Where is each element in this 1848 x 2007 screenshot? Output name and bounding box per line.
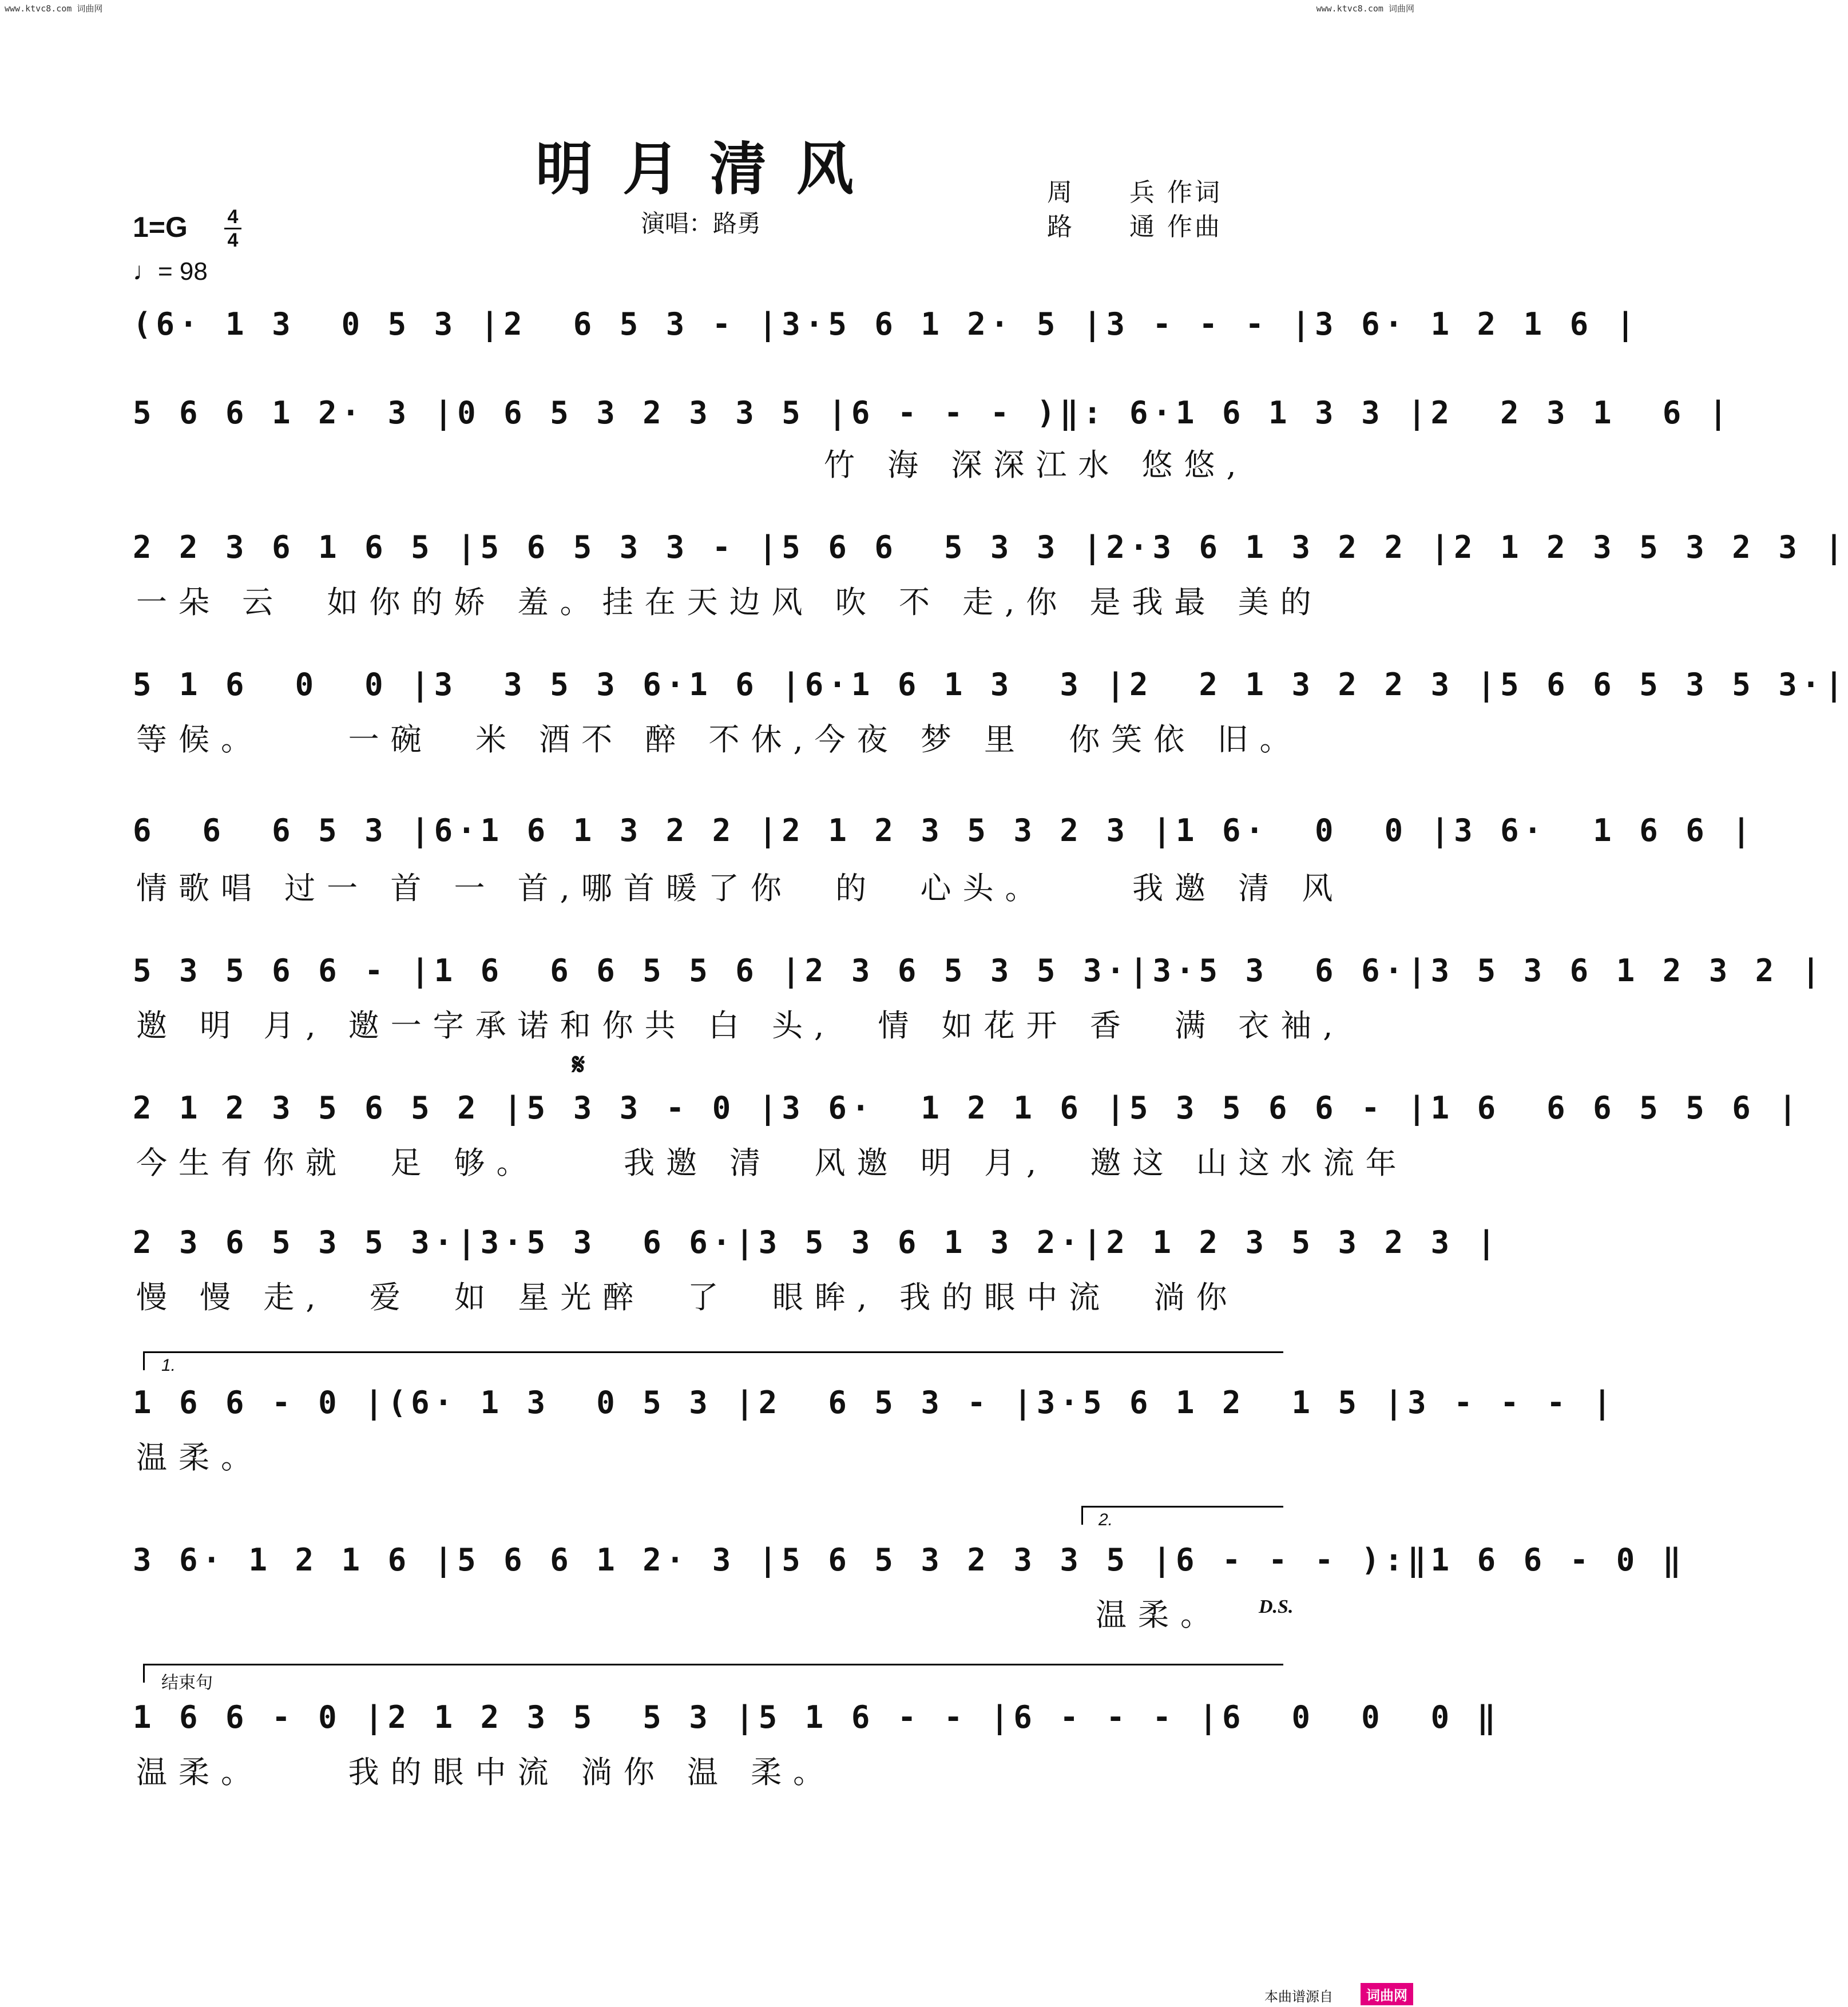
- segno-sign: 𝄋: [572, 1047, 585, 1082]
- score-row-10-notes: 3 6· 1 2 1 6 |5 6 6 1 2· 3 |5 6 5 3 2 3 3 5 |6 - - - ):‖1 6 6 - 0 ‖: [133, 1542, 1686, 1578]
- singer-credit: 演唱：路勇: [641, 209, 762, 237]
- score-row-4-lyric: 等候。 一碗 米 酒不 醉 不休,今夜 梦 里 你笑依 旧。: [136, 721, 1302, 757]
- key-signature: 1=G: [133, 211, 188, 243]
- volta-label-2: 2.: [1099, 1510, 1113, 1529]
- volta-bracket-1: [143, 1351, 1283, 1370]
- time-signature: [224, 206, 241, 251]
- score-row-6-lyric: 邀 明 月, 邀一字承诺和你共 白 头, 情 如花开 香 满 衣袖,: [136, 1008, 1345, 1044]
- score-row-2-lyric: 竹 海 深深江水 悠悠,: [824, 447, 1248, 483]
- header-url-right[interactable]: www.ktvc8.com 词曲网: [1316, 3, 1414, 14]
- score-row-4-notes: 5 1 6 0 0 |3 3 5 3 6·1 6 |6·1 6 1 3 3 |2 2 1 3 2 2 3 |5 6 6 5 3 5 3·|: [133, 667, 1848, 703]
- score-row-10-lyric: 温柔。: [1096, 1597, 1223, 1633]
- score-row-7-notes: 2 1 2 3 5 6 5 2 |5 3 3 - 0 |3 6· 1 2 1 6 |5 3 5 6 6 - |1 6 6 6 5 5 6 |: [133, 1090, 1802, 1126]
- score-row-1-notes: (6· 1 3 0 5 3 |2 6 5 3 - |3·5 6 1 2· 5 |3 - - - |3 6· 1 2 1 6 |: [133, 306, 1640, 342]
- time-signature-top: 4: [227, 206, 239, 228]
- score-row-9-lyric: 温柔。: [136, 1439, 263, 1475]
- footer-logo[interactable]: 词曲网: [1361, 1983, 1413, 2005]
- header-url-left[interactable]: www.ktvc8.com 词曲网: [5, 3, 103, 14]
- tempo-marking: ♩= 98: [133, 257, 208, 285]
- score-row-7-lyric: 今生有你就 足 够。 我邀 清 风邀 明 月, 邀这 山这水流年: [136, 1145, 1408, 1181]
- score-row-8-lyric: 慢 慢 走, 爱 如 星光醉 了 眼眸, 我的眼中流 淌你: [136, 1279, 1239, 1315]
- score-row-5-notes: 6 6 6 5 3 |6·1 6 1 3 2 2 |2 1 2 3 5 3 2 3 |1 6· 0 0 |3 6· 1 6 6 |: [133, 812, 1755, 848]
- ending-bracket: [143, 1664, 1283, 1683]
- ending-label: 结束句: [161, 1673, 213, 1692]
- score-row-5-lyric: 情歌唱 过一 首 一 首,哪首暖了你 的 心头。 我邀 清 风: [136, 870, 1345, 906]
- score-row-9-notes: 1 6 6 - 0 |(6· 1 3 0 5 3 |2 6 5 3 - |3·5 6 1 2 1 5 |3 - - - |: [133, 1385, 1616, 1421]
- footer-source-text: 本曲谱源自: [1264, 1989, 1333, 2005]
- score-row-11-lyric: 温柔。 我的眼中流 淌你 温 柔。: [136, 1754, 836, 1790]
- score-row-8-notes: 2 3 6 5 3 5 3·|3·5 3 6 6·|3 5 3 6 1 3 2·|2 1 2 3 5 3 2 3 |: [133, 1224, 1501, 1260]
- score-row-2-notes: 5 6 6 1 2· 3 |0 6 5 3 2 3 3 5 |6 - - - )‖: 6·1 6 1 3 3 |2 2 3 1 6 |: [133, 395, 1732, 431]
- time-signature-bottom: 4: [227, 229, 239, 251]
- score-row-3-lyric: 一朵 云 如你的娇 羞。挂在天边风 吹 不 走,你 是我最 美的: [136, 584, 1323, 620]
- score-row-3-notes: 2 2 3 6 1 6 5 |5 6 5 3 3 - |5 6 6 5 3 3 |2·3 6 1 3 2 2 |2 1 2 3 5 3 2 3 |: [133, 529, 1848, 565]
- lyricist-credit: 周 兵 作词: [1047, 178, 1222, 207]
- volta-label-1: 1.: [161, 1356, 176, 1375]
- score-row-11-notes: 1 6 6 - 0 |2 1 2 3 5 5 3 |5 1 6 - - |6 - - - |6 0 0 0 ‖: [133, 1699, 1501, 1735]
- composer-credit: 路 通 作曲: [1047, 212, 1222, 241]
- score-row-6-notes: 5 3 5 6 6 - |1 6 6 6 5 5 6 |2 3 6 5 3 5 3·|3·5 3 6 6·|3 5 3 6 1 2 3 2 |: [133, 953, 1825, 989]
- dal-segno-marking: D.S.: [1259, 1596, 1294, 1617]
- song-title: 明月清风: [536, 135, 883, 203]
